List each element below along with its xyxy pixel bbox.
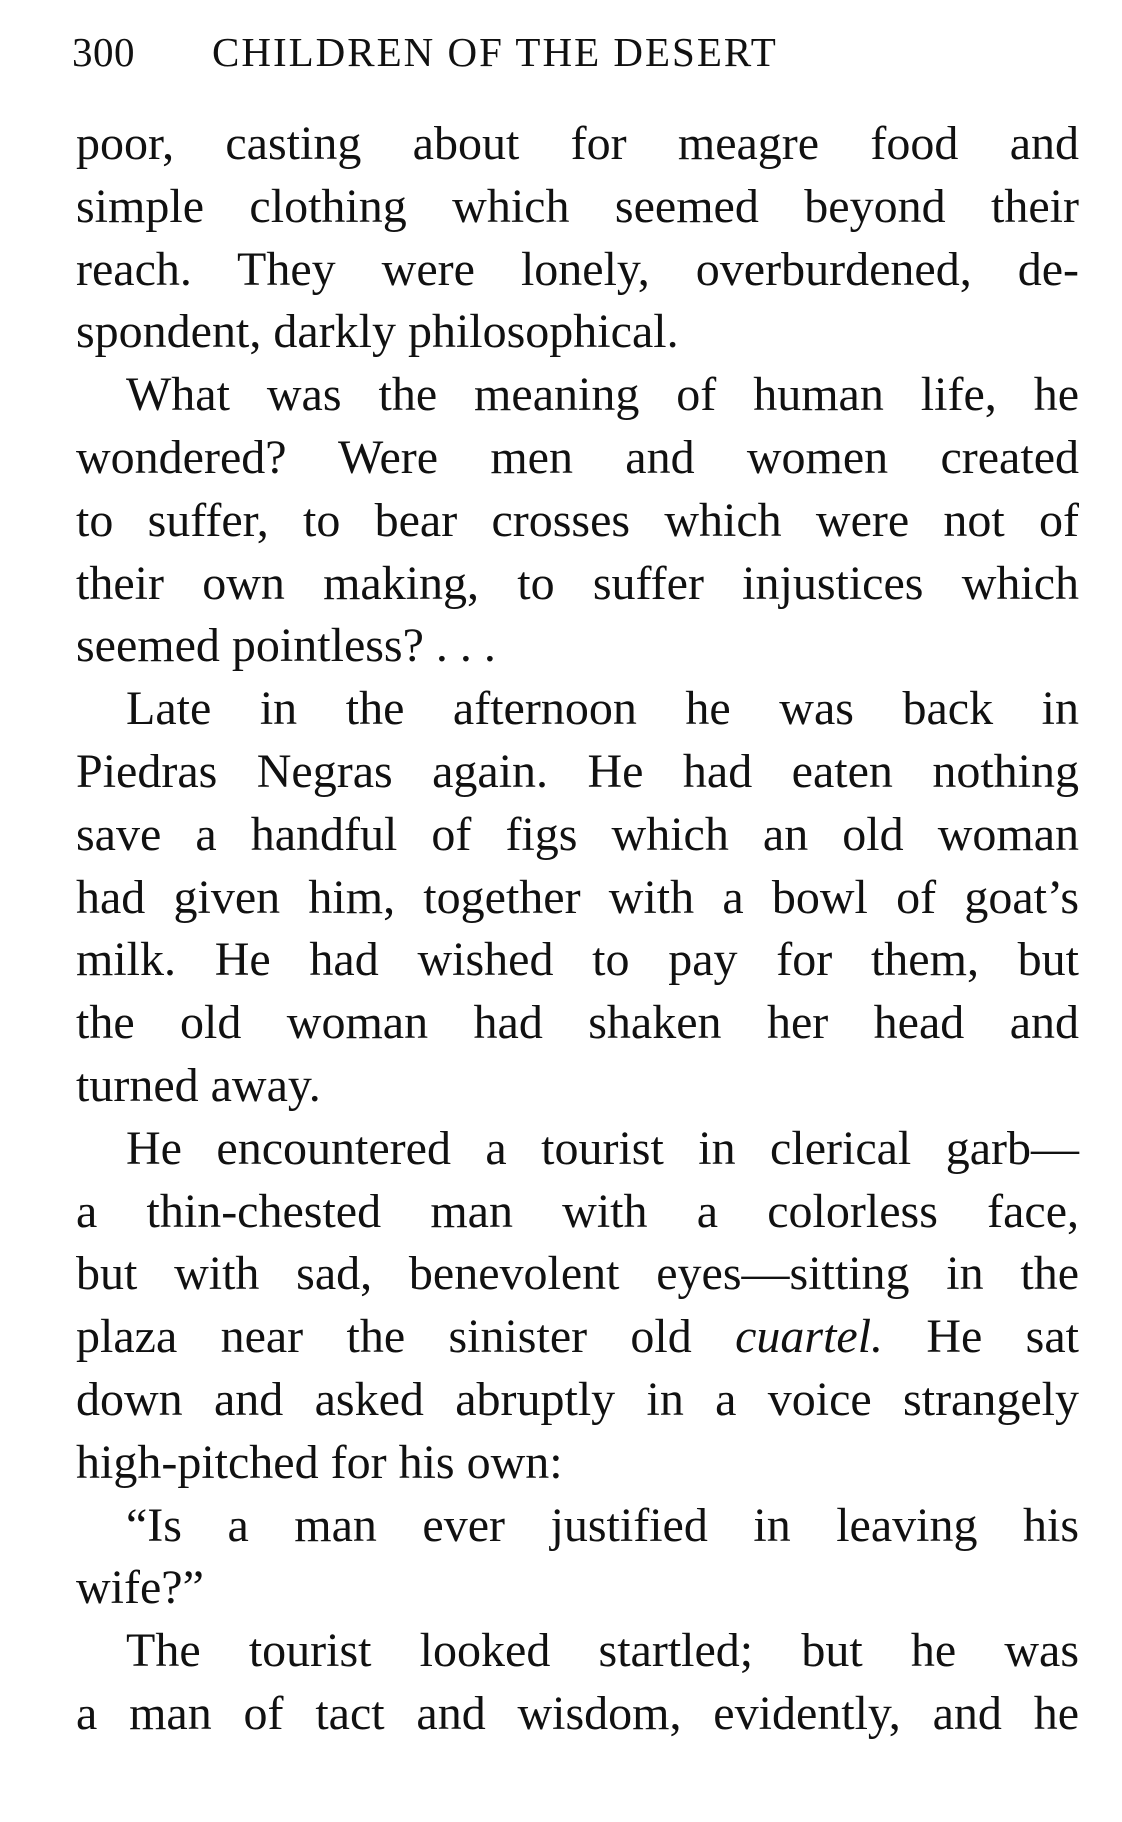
- text-line-segment: plaza near the sinister old: [76, 1310, 736, 1364]
- text-line: a thin-chested man with a colorless face,: [76, 1184, 1079, 1238]
- page-number: 300: [72, 29, 135, 75]
- body-text: [76, 113, 1079, 1746]
- text-line: a man of tact and wisdom, evidently, and he: [76, 1686, 1079, 1740]
- text-line: high-pitched for his own:: [76, 1435, 563, 1489]
- text-line: What was the meaning of human life, he: [126, 368, 1079, 422]
- text-line: had given him, together with a bowl of goat’s: [76, 870, 1079, 924]
- text-line: He encountered a tourist in clerical garb—: [126, 1121, 1079, 1175]
- running-title: CHILDREN OF THE DESERT: [212, 29, 778, 75]
- text-line: the old woman had shaken her head and: [76, 996, 1079, 1050]
- text-line: their own making, to suffer injustices which: [76, 556, 1079, 610]
- text-line: The tourist looked startled; but he was: [126, 1624, 1079, 1678]
- text-line: wondered? Were men and women created: [76, 430, 1079, 484]
- text-line: poor, casting about for meagre food and: [76, 117, 1079, 170]
- italic-word: cuartel.: [735, 1310, 884, 1364]
- text-line: simple clothing which seemed beyond their: [76, 179, 1079, 233]
- text-line: but with sad, benevolent eyes—sitting in the: [76, 1247, 1079, 1301]
- text-line: milk. He had wished to pay for them, but: [76, 933, 1079, 987]
- running-head: [72, 22, 1072, 82]
- text-line: save a handful of figs which an old woman: [76, 807, 1079, 861]
- text-line: “Is a man ever justified in leaving his: [126, 1498, 1079, 1552]
- text-line: turned away.: [76, 1058, 321, 1112]
- text-line: Piedras Negras again. He had eaten nothing: [76, 744, 1079, 798]
- text-line: down and asked abruptly in a voice strangely: [76, 1372, 1079, 1426]
- text-line: [76, 1306, 1079, 1369]
- text-line-segment: He sat: [883, 1310, 1079, 1364]
- text-line: spondent, darkly philosophical.: [76, 305, 679, 359]
- text-line: reach. They were lonely, overburdened, de-: [76, 242, 1079, 296]
- text-line: wife?”: [76, 1561, 204, 1615]
- text-line: Late in the afternoon he was back in: [126, 682, 1079, 736]
- text-line: seemed pointless? . . .: [76, 619, 496, 673]
- text-line: to suffer, to bear crosses which were not of: [76, 493, 1079, 547]
